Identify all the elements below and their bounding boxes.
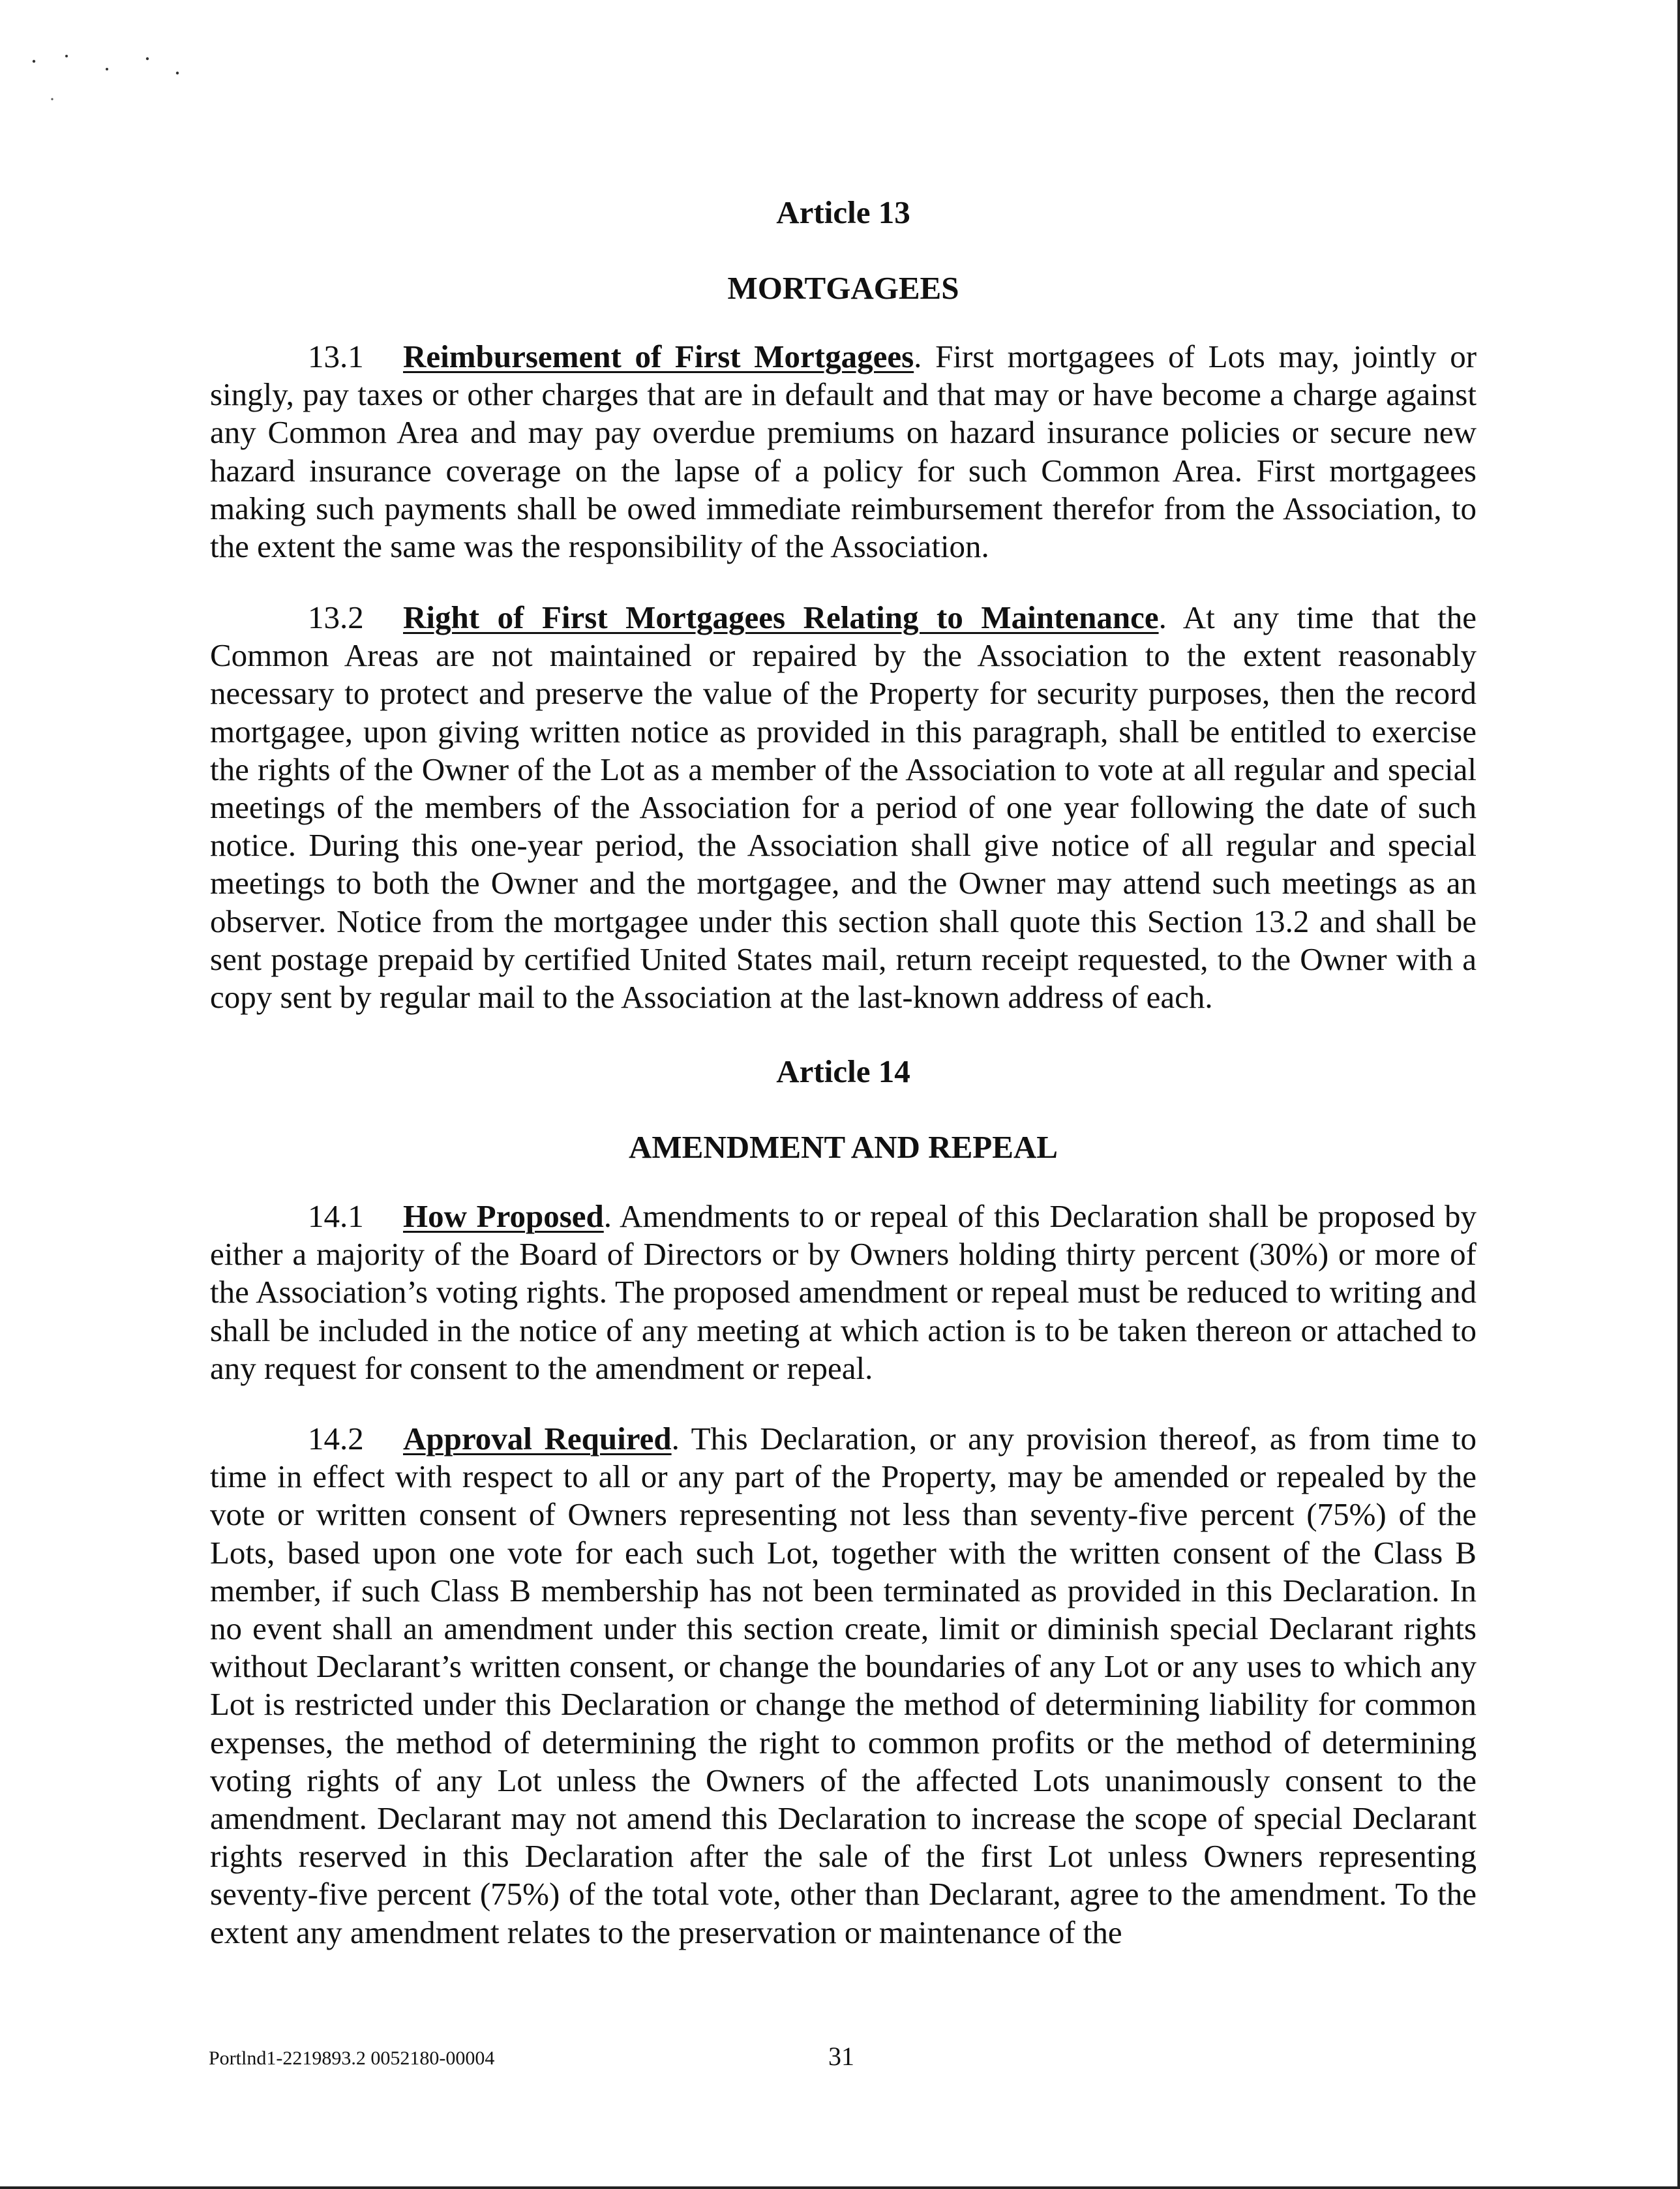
section-number: 13.2: [308, 599, 364, 635]
article-14-title: AMENDMENT AND REPEAL: [629, 1129, 1058, 1165]
section-text: At any time that the Common Areas are not maintained or repaired by the Association to the extent reasonably necessary to protect and preserve the value of the Property for security purposes, then the record mortgagee, upon giving written notice as provided in this paragraph, shall be entitled to exercise the rights of the Owner of the Lot as a member of the Association to vote at all regular and special meetings of the members of the Association for a period of one year following the date of such notice. During this one-year period, the Association shall give notice of all regular and special meetings to both the Owner and the mortgagee, and the Owner may attend such meetings as an observer. Notice from the mortgagee under this section shall quote this Section 13.2 and shall be sent postage prepaid by certified United States mail, return receipt requested, to the Owner with a copy sent by regular mail to the Association at the last-known address of each.: [210, 599, 1477, 1016]
section-14-2: 14.2 Approval Required. This Declaration, or any provision thereof, as from time to time in effect with respect to all or any part of the Property, may be amended or repealed by the vote or written consent of Owners representing not less than seventy-five percent (75%) of the Lots, based upon one vote for each such Lot, together with the written consent of the Class B member, if such Class B membership has not been terminated as provided in this Declaration. In no event shall an amendment under this section create, limit or diminish special Declarant rights without Declarant’s written consent, or change the boundaries of any Lot or any uses to which any Lot is restricted under this Declaration or change the method of determining liability for common expenses, the method of determining the right to common profits or the method of determining voting rights of any Lot unless the Owners of the affected Lots unanimously consent to the amendment. Declarant may not amend this Declaration to increase the scope of special Declarant rights reserved in this Declaration after the sale of the first Lot unless Owners representing seventy-five percent (75%) of the total vote, other than Declarant, agree to the amendment. To the extent any amendment relates to the preservation or maintenance of the: [210, 1421, 1477, 1950]
scan-speckles: [26, 39, 209, 117]
section-text: First mortgagees of Lots may, jointly or singly, pay taxes or other charges that are in default and that may or have become a charge against any Common Area and may pay overdue premiums on hazard insurance policies or secure new hazard insurance coverage on the lapse of a policy for such Common Area. First mortgagees making such payments shall be owed immediate reimbursement therefor from the Association, to the extent the same was the responsibility of the Association.: [210, 339, 1477, 565]
footer-document-id: Portlnd1-2219893.2 0052180-00004: [209, 2047, 495, 2069]
article-13-title: MORTGAGEES: [727, 270, 959, 306]
section-title: How Proposed: [403, 1198, 604, 1234]
section-number: 14.2: [308, 1421, 364, 1457]
section-text: This Declaration, or any provision thereof, as from time to time in effect with respect to all or any part of the Property, may be amended or repealed by the vote or written consent of Owners representing not less than seventy-five percent (75%) of the Lots, based upon one vote for each such Lot, together with the written consent of the Class B member, if such Class B membership has not been terminated as provided in this Declaration. In no event shall an amendment under this section create, limit or diminish special Declarant rights without Declarant’s written consent, or change the boundaries of any Lot or any uses to which any Lot is restricted under this Declaration or change the method of determining liability for common expenses, the method of determining the right to common profits or the method of determining voting rights of any Lot unless the Owners of the affected Lots unanimously consent to the amendment. Declarant may not amend this Declaration to increase the scope of special Declarant rights reserved in this Declaration after the sale of the first Lot unless Owners representing seventy-five percent (75%) of the total vote, other than Declarant, agree to the amendment. To the extent any amendment relates to the preservation or maintenance of the: [210, 1421, 1477, 1950]
section-title: Right of First Mortgagees Relating to Maintenance: [403, 599, 1159, 635]
article-13-heading: Article 13: [776, 194, 910, 230]
article-14-heading: Article 14: [776, 1053, 910, 1089]
section-text: Amendments to or repeal of this Declaration shall be proposed by either a majority of the Board of Directors or by Owners holding thirty percent (30%) or more of the Association’s voting rights. The proposed amendment or repeal must be reduced to writing and shall be included in the notice of any meeting at which action is to be taken thereon or attached to any request for consent to the amendment or repeal.: [210, 1198, 1477, 1386]
section-title: Reimbursement of First Mortgagees: [403, 339, 914, 374]
section-title: Approval Required: [403, 1421, 672, 1457]
section-13-1: 13.1 Reimbursement of First Mortgagees. First mortgagees of Lots may, jointly or singly, pay taxes or other charges that are in default and that may or have become a charge against any Common Area and may pay overdue premiums on hazard insurance policies or secure new hazard insurance coverage on the lapse of a policy for such Common Area. First mortgagees making such payments shall be owed immediate reimbursement therefor from the Association, to the extent the same was the responsibility of the Association.: [210, 339, 1477, 565]
section-14-1: 14.1 How Proposed. Amendments to or repeal of this Declaration shall be proposed by either a majority of the Board of Directors or by Owners holding thirty percent (30%) or more of the Association’s voting rights. The proposed amendment or repeal must be reduced to writing and shall be included in the notice of any meeting at which action is to be taken thereon or attached to any request for consent to the amendment or repeal.: [210, 1198, 1477, 1386]
section-number: 13.1: [308, 339, 364, 374]
section-number: 14.1: [308, 1198, 364, 1234]
footer-page-number: 31: [828, 2042, 854, 2071]
section-13-2: 13.2 Right of First Mortgagees Relating to Maintenance. At any time that the Common Areas are not maintained or repaired by the Association to the extent reasonably necessary to protect and preserve the value of the Property for security purposes, then the record mortgagee, upon giving written notice as provided in this paragraph, shall be entitled to exercise the rights of the Owner of the Lot as a member of the Association to vote at all regular and special meetings of the members of the Association for a period of one year following the date of such notice. During this one-year period, the Association shall give notice of all regular and special meetings to both the Owner and the mortgagee, and the Owner may attend such meetings as an observer. Notice from the mortgagee under this section shall quote this Section 13.2 and shall be sent postage prepaid by certified United States mail, return receipt requested, to the Owner with a copy sent by regular mail to the Association at the last-known address of each.: [210, 599, 1477, 1016]
